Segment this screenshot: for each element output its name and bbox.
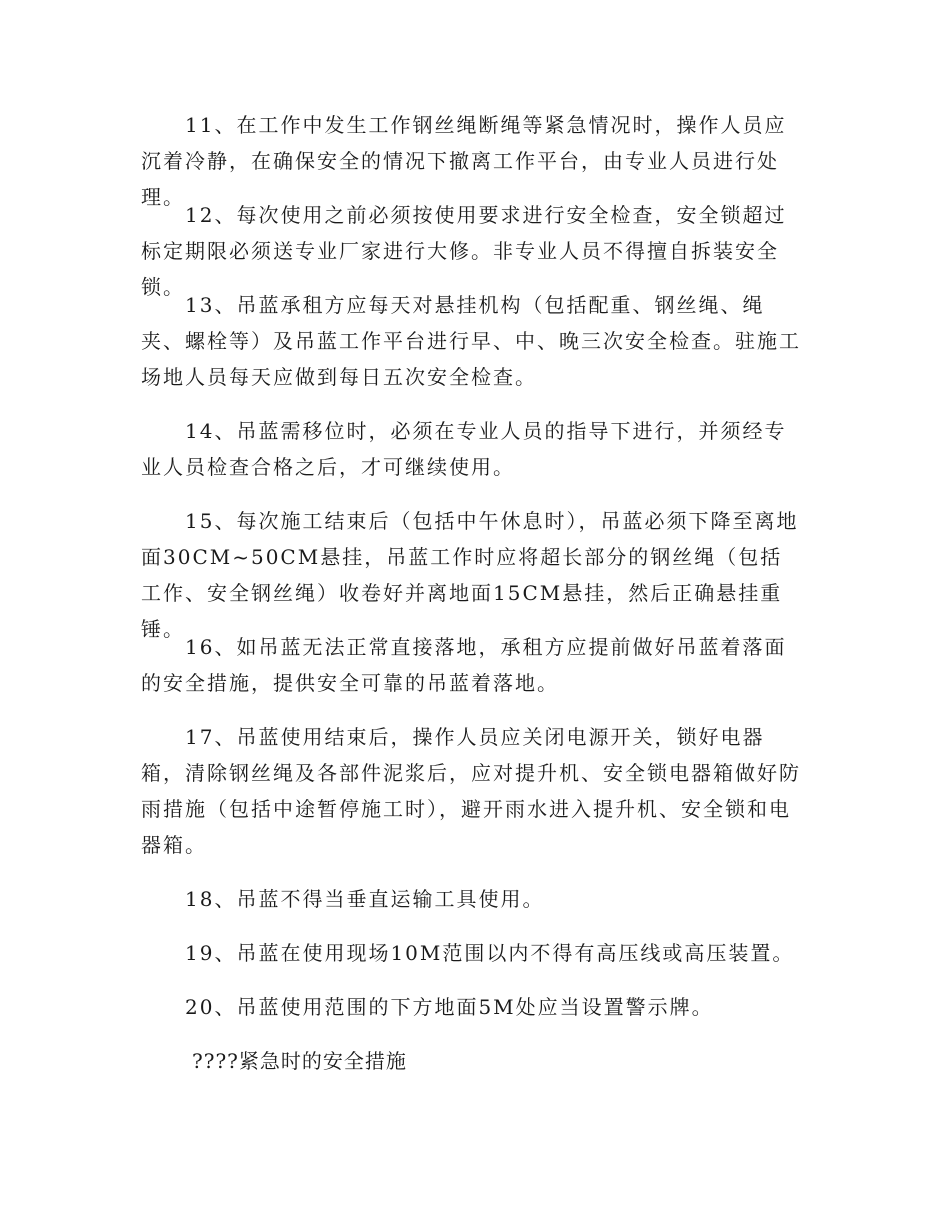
paragraph-item-11: 11、在工作中发生工作钢丝绳断绳等紧急情况时，操作人员应沉着冷静，在确保安全的情况下撤离工作平台，由专业人员进行处理。	[141, 113, 787, 209]
paragraph-item-20: 20、吊蓝使用范围的下方地面5M处应当设置警示牌。	[185, 995, 714, 1019]
paragraph-item-18: 18、吊蓝不得当垂直运输工具使用。	[185, 887, 545, 911]
paragraph-item-14: 14、吊蓝需移位时，必须在专业人员的指导下进行，并须经专业人员检查合格之后，才可继续使用。	[141, 419, 787, 479]
paragraph-item-16: 16、如吊蓝无法正常直接落地，承租方应提前做好吊蓝着落面的安全措施，提供安全可靠的吊蓝着落地。	[141, 635, 787, 695]
paragraph-item-17: 17、吊蓝使用结束后，操作人员应关闭电源开关，锁好电器箱，清除钢丝绳及各部件泥浆后，应对提升机、安全锁电器箱做好防雨措施（包括中途暂停施工时），避开雨水进入提升机、安全锁和电器箱。	[141, 725, 801, 857]
paragraph-item-19: 19、吊蓝在使用现场10M范围以内不得有高压线或高压装置。	[185, 941, 795, 965]
paragraph-item-12: 12、每次使用之前必须按使用要求进行安全检查，安全锁超过标定期限必须送专业厂家进行大修。非专业人员不得擅自拆装安全锁。	[141, 203, 787, 299]
paragraph-item-13: 13、吊蓝承租方应每天对悬挂机构（包括配重、钢丝绳、绳夹、螺栓等）及吊蓝工作平台进行早、中、晚三次安全检查。驻施工场地人员每天应做到每日五次安全检查。	[141, 293, 801, 389]
paragraph-item-15: 15、每次施工结束后（包括中午休息时），吊蓝必须下降至离地面30CM~50CM悬挂，吊蓝工作时应将超长部分的钢丝绳（包括工作、安全钢丝绳）收卷好并离地面15CM悬挂，然后正确悬挂重锤。	[141, 509, 799, 641]
section-heading: ????紧急时的安全措施	[192, 1049, 407, 1073]
